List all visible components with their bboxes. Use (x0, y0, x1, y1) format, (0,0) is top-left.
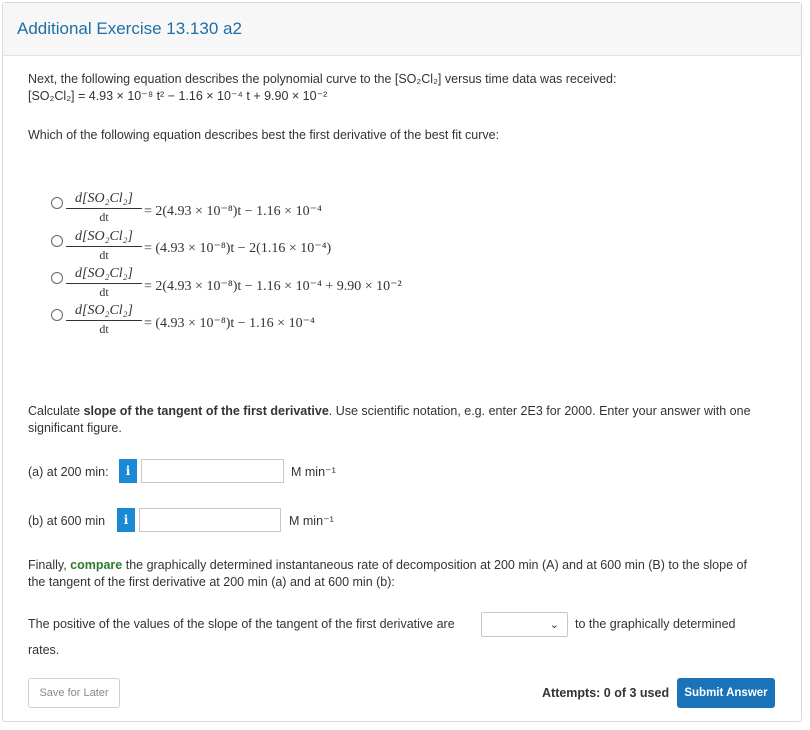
denominator: dt (99, 248, 109, 262)
option-1-equation: = 2(4.93 × 10⁻⁸)t − 1.16 × 10⁻⁴ (144, 204, 322, 219)
chevron-down-icon: ⌄ (549, 619, 559, 631)
denominator: dt (99, 210, 109, 224)
part-b-label: (b) at 600 min (28, 514, 106, 528)
question-slope-prefix: Calculate (28, 404, 84, 418)
denominator: dt (99, 322, 109, 336)
compare-line2: the tangent of the first derivative at 200 min (a) and at 600 min (b): (28, 575, 395, 589)
compare-text (28, 556, 747, 574)
intro-equation: [SO₂Cl₂] = 4.93 × 10⁻⁸ t² − 1.16 × 10⁻⁴ t + 9.90 × 10⁻² (28, 89, 328, 103)
part-b-input[interactable] (139, 508, 281, 532)
question-slope (28, 402, 751, 420)
fraction-option-2 (66, 228, 142, 264)
compare-bold: compare (70, 558, 123, 572)
part-a-unit: M min⁻¹ (291, 465, 336, 479)
option-4-equation: = (4.93 × 10⁻⁸)t − 1.16 × 10⁻⁴ (144, 316, 315, 331)
numerator: d[SO₂Cl₂] (66, 228, 142, 247)
radio-option-4[interactable] (51, 309, 63, 321)
fraction-option-3 (66, 265, 142, 301)
submit-answer-button[interactable]: Submit Answer (677, 678, 775, 708)
fraction-option-4 (66, 302, 142, 338)
question-slope-suffix: . Use scientific notation, e.g. enter 2E3 for 2000. Enter your answer with one (328, 404, 751, 418)
radio-option-3[interactable] (51, 272, 63, 284)
part-b-unit: M min⁻¹ (289, 514, 334, 528)
numerator: d[SO₂Cl₂] (66, 302, 142, 321)
question-slope-bold: slope of the tangent of the first derivative (83, 404, 329, 418)
question-card (2, 2, 802, 722)
question-derivative: Which of the following equation describes best the first derivative of the best fit curve: (28, 128, 500, 142)
page-title: Additional Exercise 13.130 a2 (17, 19, 242, 38)
info-icon-b[interactable]: i (117, 508, 135, 532)
part-a-input[interactable] (141, 459, 284, 483)
comparison-dropdown[interactable] (481, 612, 568, 637)
info-icon-a[interactable]: i (119, 459, 137, 483)
denominator: dt (99, 285, 109, 299)
numerator: d[SO₂Cl₂] (66, 190, 142, 209)
fraction-option-1 (66, 190, 142, 226)
question-header (3, 3, 801, 56)
final-line2: rates. (28, 643, 60, 657)
final-after: to the graphically determined (575, 617, 736, 631)
intro-text: Next, the following equation describes the polynomial curve to the [SO₂Cl₂] versus time data was received: (28, 72, 617, 86)
compare-prefix: Finally, (28, 558, 71, 572)
save-for-later-button[interactable]: Save for Later (28, 678, 120, 708)
attempts-counter: Attempts: 0 of 3 used (542, 686, 670, 700)
numerator: d[SO₂Cl₂] (66, 265, 142, 284)
question-slope-line2: significant figure. (28, 421, 122, 435)
part-a-label: (a) at 200 min: (28, 465, 109, 479)
option-2-equation: = (4.93 × 10⁻⁸)t − 2(1.16 × 10⁻⁴) (144, 241, 332, 256)
option-3-equation: = 2(4.93 × 10⁻⁸)t − 1.16 × 10⁻⁴ + 9.90 × 10⁻² (144, 279, 402, 294)
radio-option-2[interactable] (51, 235, 63, 247)
final-before: The positive of the values of the slope of the tangent of the first derivative are (28, 617, 455, 631)
radio-option-1[interactable] (51, 197, 63, 209)
compare-suffix: the graphically determined instantaneous rate of decomposition at 200 min (A) and at 600 min (B) to the slope of (122, 558, 747, 572)
